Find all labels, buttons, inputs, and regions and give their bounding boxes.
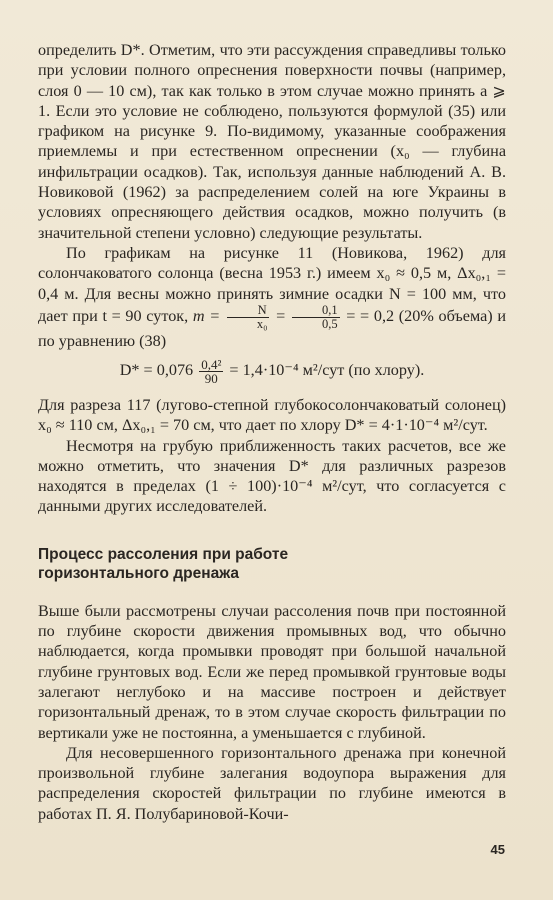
equation-lhs: D* = 0,076 — [119, 361, 194, 380]
page-number: 45 — [490, 842, 505, 857]
equation-rhs: = 1,4·10⁻⁴ м²/сут (по хлору). — [229, 361, 425, 380]
section-heading-line-2: горизонтального дренажа — [38, 564, 240, 582]
equation-denominator: 90 — [204, 370, 218, 386]
paragraph-2 — [38, 243, 506, 351]
fraction-denominator: x₀ — [256, 316, 268, 331]
body-text — [38, 40, 506, 824]
section-heading — [38, 545, 506, 583]
fraction-values — [292, 304, 340, 331]
equation-fraction — [199, 358, 223, 385]
paragraph-4: Несмотря на грубую приближенность таких расчетов, все же можно отметить, что значения D* для различных разрезов находятся в пределах (1 ÷ 100)·10⁻⁴ м²/сут, что согласуется с данными других исследователей. — [38, 436, 506, 516]
equals-sign: = — [346, 307, 356, 326]
inline-formula-m — [192, 302, 360, 331]
paragraph-2-tail: = 0,2 (20% объема) и по уравнению (38) — [38, 307, 507, 350]
fraction-n-x0 — [227, 304, 270, 331]
paragraph-2-text: По графикам на рисунке 11 (Новикова, 1962) для солончаковатого солонца (весна 1953 г.) имеем x₀ ≈ 0,5 м, Δx₀,₁ = 0,4 м. Для весны можно принять зимние осадки N = 100 мм, что дает при t = 90 суток, — [38, 243, 506, 326]
m-lhs: m = — [192, 307, 221, 326]
paragraph-6: Для несовершенного горизонтального дренажа при конечной произвольной глубине залегания водоупора выражения для распределения скоростей фильтрации по глубине имеются в работах П. Я. Полубариновой-Кочи- — [38, 743, 506, 823]
paragraph-1: определить D*. Отметим, что эти рассуждения справедливы только при условии полного опреснения поверхности почвы (например, слоя 0 — 10 см), так как только в этом случае можно принять a ⩾ 1. Если это условие не соблюдено, пользуются формулой (35) или графиком на рисунке 9. По-видимому, указанные соображения приемлемы и при естественном опреснении (x₀ — глубина инфильтрации осадков). Так, используя данные наблюдений А. В. Новиковой (1962) за распределением солей на юге Украины в условиях опресняющего действия осадков, можно получить (в значительной степени условно) следующие результаты. — [38, 41, 506, 242]
paragraph-5: Выше были рассмотрены случаи рассоления почв при постоянной по глубине скорости движения промывных вод, что обычно наблюдается, когда промывки проводят при большой начальной глубине грунтовых вод. Если же перед промывкой грунтовые воды залегают неглубоко и на массиве построен и действует горизонтальный дренаж, то в этом случае скорость фильтрации по вертикали уже не постоянна, а уменьшается с глубиной. — [38, 601, 506, 742]
fraction-denominator: 0,5 — [321, 316, 338, 331]
fraction-numerator: N — [227, 304, 270, 318]
section-heading-line-1: Процесс рассоления при работе — [38, 545, 289, 563]
equals-sign: = — [276, 307, 286, 326]
fraction-numerator: 0,1 — [292, 304, 340, 318]
equation-d-star — [38, 357, 506, 385]
equation-numerator: 0,4² — [201, 356, 222, 372]
paragraph-3: Для разреза 117 (лугово-степной глубокосолончаковатый солонец) x₀ ≈ 110 см, Δx₀,₁ = 70 см, что дает по хлору D* = 4·1·10⁻⁴ м²/сут. — [38, 395, 506, 435]
